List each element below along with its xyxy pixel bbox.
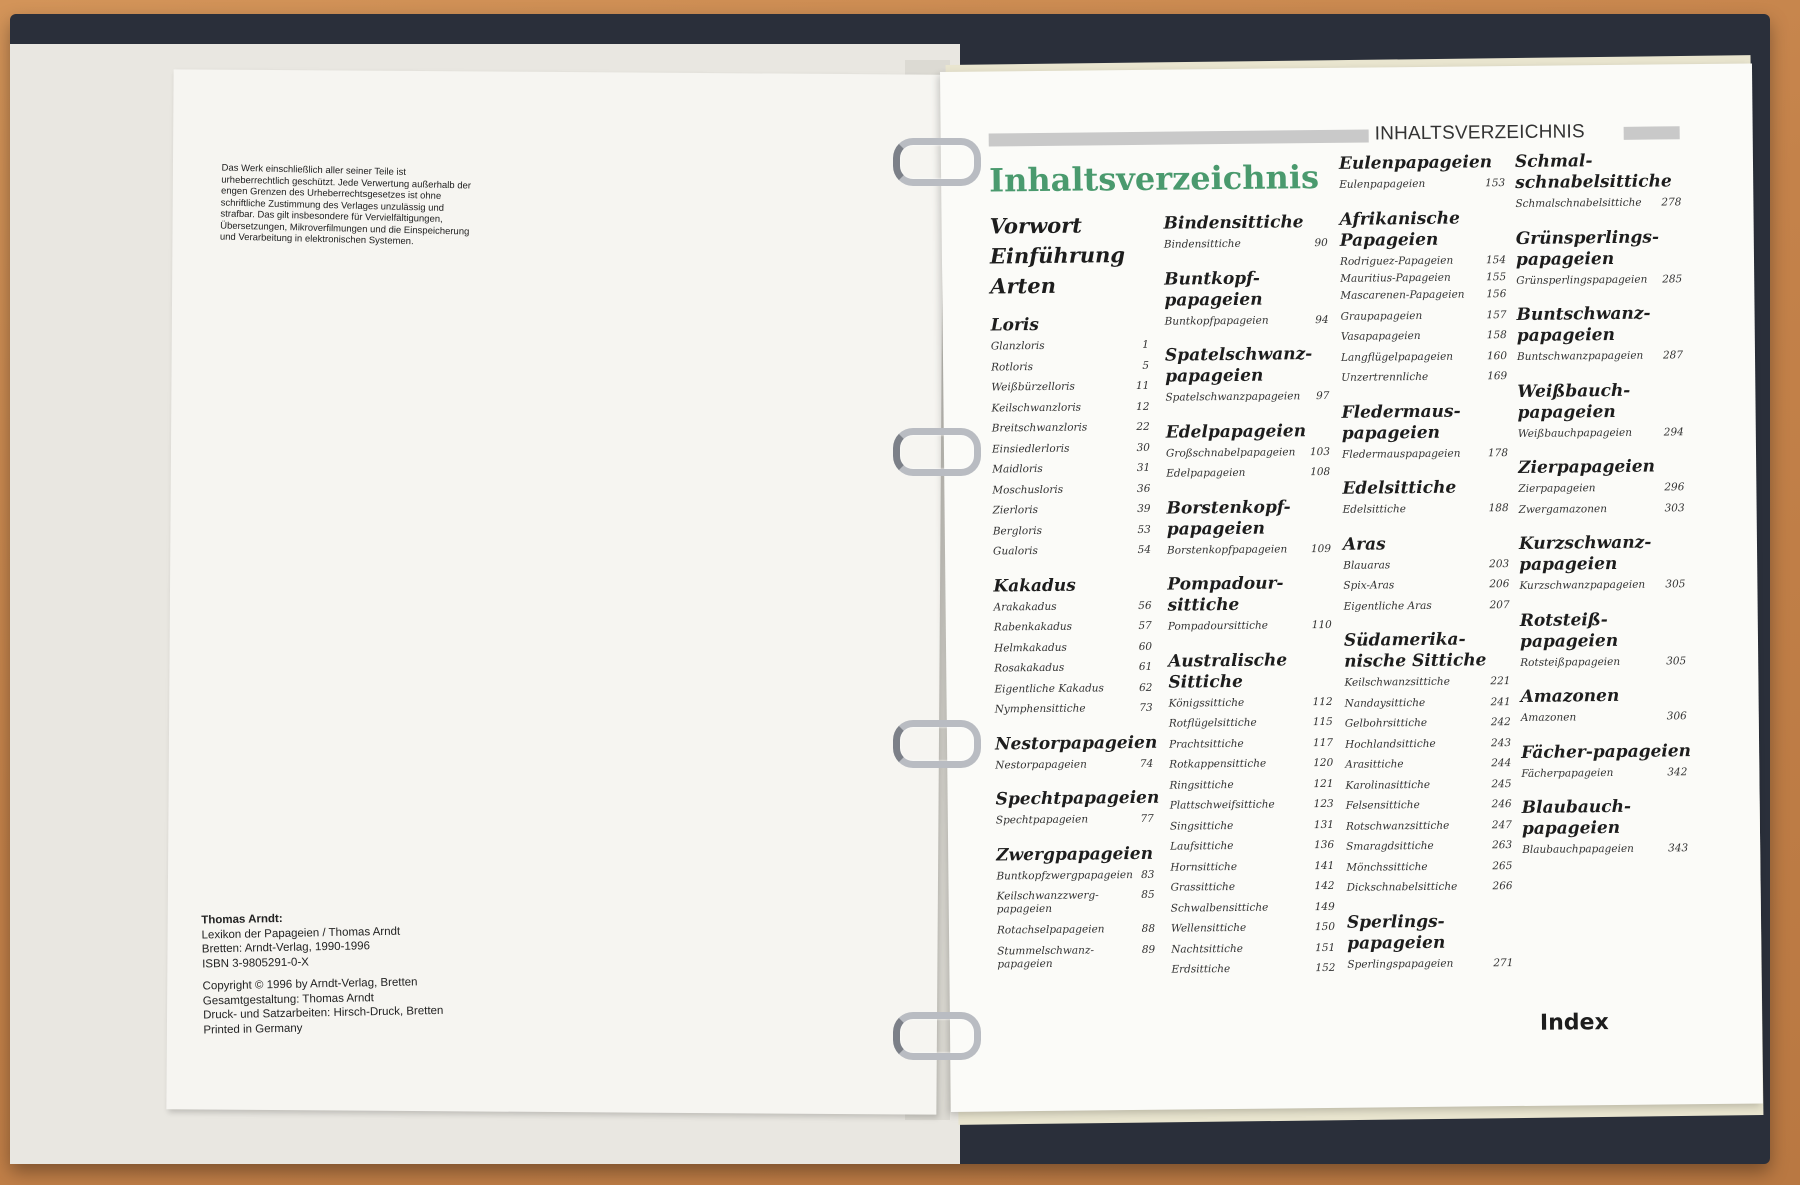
toc-entry <box>1171 896 1339 918</box>
toc-entry <box>1346 856 1516 878</box>
toc-entry-title: Grünsperlingspapageien <box>1516 273 1648 287</box>
toc-entry-title: Rabenkakadus <box>993 620 1073 634</box>
toc-entry-page: 294 <box>1663 425 1684 438</box>
toc-entry-title: Vasapapageien <box>1340 329 1421 343</box>
toc-entry-title: Eigentliche Kakadus <box>994 681 1104 695</box>
toc-entry-title: Borstenkopfpapageien <box>1166 542 1288 557</box>
toc-entry <box>1168 615 1336 637</box>
toc-entry-page: 246 <box>1491 798 1512 811</box>
toc-section-heading: Borstenkopf-papageien <box>1166 496 1291 540</box>
toc-section-heading: Loris <box>990 314 1040 336</box>
toc-entry <box>992 499 1154 521</box>
toc-entry <box>992 437 1154 459</box>
imprint-publisher: Bretten: Arndt-Verlag, 1990-1996 <box>201 940 371 956</box>
toc-entry-title: Sperlingspapageien <box>1347 957 1454 971</box>
toc-entry-title: Breitschwanzloris <box>991 421 1088 435</box>
toc-entry-title: Rotkappensittiche <box>1169 757 1267 771</box>
toc-entry-page: 123 <box>1313 797 1334 811</box>
toc-entry <box>1344 595 1514 617</box>
toc-entry <box>1341 366 1511 388</box>
toc-entry-page: 73 <box>1139 701 1153 714</box>
left-page <box>166 69 943 1114</box>
toc-section-heading: Fledermaus-papageien <box>1341 401 1461 444</box>
toc-entry-title: Buntkopfzwergpapageien <box>996 868 1133 882</box>
toc-entry-page: 152 <box>1315 961 1336 975</box>
toc-entry <box>1169 753 1337 775</box>
toc-entry-page: 1 <box>1142 338 1149 351</box>
toc-entry-title: Fächerpapageien <box>1521 766 1614 780</box>
toc-entry-title: Rotloris <box>991 360 1034 373</box>
toc-entry-page: 120 <box>1313 756 1334 770</box>
imprint-design: Gesamtgestaltung: Thomas Arndt <box>202 991 375 1007</box>
toc-entry <box>1347 953 1517 975</box>
toc-entry-title: Edelsittiche <box>1342 503 1407 516</box>
toc-section-heading: Afrikanische Papageien <box>1339 208 1460 251</box>
toc-entry <box>1166 441 1334 463</box>
toc-entry-title: Rotflügelsittiche <box>1168 716 1257 730</box>
toc-entry <box>1170 814 1338 836</box>
toc-entry-title: Schmalschnabelsittiche <box>1515 196 1642 210</box>
toc-entry-page: 285 <box>1662 272 1683 285</box>
toc-entry-page: 112 <box>1312 695 1333 708</box>
toc-entry-title: Rotsteißpapageien <box>1520 655 1621 669</box>
toc-entry-page: 306 <box>1666 710 1687 723</box>
toc-entry-title: Nestorpapageien <box>995 758 1087 771</box>
toc-entry <box>1344 671 1514 693</box>
toc-entry-page: 178 <box>1487 446 1509 459</box>
toc-entry-title: Nachtsittiche <box>1171 942 1243 956</box>
toc-entry-page: 115 <box>1312 715 1333 729</box>
toc-entry-page: 243 <box>1490 736 1512 749</box>
toc-entry <box>996 809 1158 831</box>
toc-entry-title: Dickschnabelsittiche <box>1346 880 1458 894</box>
toc-entry-page: 30 <box>1136 441 1151 454</box>
toc-entry-title: Gelbohrsittiche <box>1344 716 1428 730</box>
toc-entry-title: Blauaras <box>1343 558 1391 572</box>
toc-section-heading: Zwergpapageien <box>996 843 1154 865</box>
toc-entry-page: 90 <box>1314 236 1328 250</box>
toc-entry <box>1520 651 1690 673</box>
toc-entry <box>1166 462 1334 484</box>
toc-entry-title: Nandaysittiche <box>1344 696 1426 710</box>
toc-column-2 <box>1163 198 1339 980</box>
imprint-copyright: Copyright © 1996 by Arndt-Verlag, Bretten <box>202 976 418 993</box>
toc-entry-title: Stummelschwanz-papageien <box>997 943 1095 970</box>
toc-entry <box>1519 498 1689 520</box>
toc-entry-title: Laufsittiche <box>1170 839 1234 853</box>
toc-entry-title: Buntschwanzpapageien <box>1516 349 1644 363</box>
toc-entry-page: 156 <box>1486 287 1507 300</box>
toc-entry-title: Einsiedlerloris <box>991 442 1070 455</box>
toc-entry <box>1517 345 1687 367</box>
toc-entry <box>1516 269 1686 291</box>
toc-section-heading: Blaubauch-papageien <box>1521 796 1632 839</box>
toc-section-heading: Sperlings-papageien <box>1346 911 1446 954</box>
toc-entry-title: Buntkopfpapageien <box>1164 314 1269 328</box>
toc-section-heading: Buntkopf-papageien <box>1164 268 1263 311</box>
toc-section-heading: Südamerika-nische Sittiche <box>1343 629 1487 672</box>
toc-section-heading: Kakadus <box>993 575 1076 596</box>
toc-entry-title: Rodriguez-Papageien <box>1339 254 1454 268</box>
toc-entry <box>994 595 1156 617</box>
toc-entry <box>1171 958 1339 980</box>
toc-entry-page: 305 <box>1665 578 1686 591</box>
toc-entry <box>1519 574 1689 596</box>
toc-entry-page: 278 <box>1661 196 1682 209</box>
toc-entry <box>1518 422 1688 444</box>
toc-entry-title: Erdsittiche <box>1171 963 1231 976</box>
toc-entry-title: Glanzloris <box>990 339 1045 353</box>
toc-entry-page: 89 <box>1141 943 1156 956</box>
toc-entry <box>1345 753 1515 775</box>
toc-section-heading: Buntschwanz-papageien <box>1516 303 1651 346</box>
toc-entry <box>1515 192 1685 214</box>
toc-entry-title: Spix-Aras <box>1343 579 1395 592</box>
toc-entry-title: Maidloris <box>992 462 1043 476</box>
toc-entry-title: Kurzschwanzpapageien <box>1519 578 1646 592</box>
toc-entry <box>991 335 1153 357</box>
toc-entry-page: 149 <box>1314 900 1335 913</box>
toc-entry-page: 103 <box>1309 445 1331 458</box>
toc-entry-title: Unzertrennliche <box>1341 370 1429 384</box>
toc-entry <box>996 864 1158 886</box>
toc-entry <box>997 919 1159 941</box>
toc-entry-title: Langflügelpapageien <box>1340 350 1454 364</box>
toc-section-heading: Spechtpapageien <box>995 787 1160 810</box>
toc-section-heading: Weißbauch-papageien <box>1517 380 1631 423</box>
toc-section-heading: Aras <box>1342 533 1386 555</box>
toc-entry-title: Weißbauchpapageien <box>1517 426 1633 440</box>
toc-entry-page: 39 <box>1137 502 1151 515</box>
toc-entry-page: 158 <box>1486 329 1507 342</box>
toc-entry-title: Rosakakadus <box>994 661 1065 675</box>
toc-entry-title: Ringsittiche <box>1169 778 1234 792</box>
toc-entry-page: 154 <box>1485 253 1507 266</box>
toc-section-heading: Rotsteiß-papageien <box>1519 609 1619 652</box>
toc-section-heading: Fächer-papageien <box>1521 740 1692 763</box>
toc-entry-page: 287 <box>1662 349 1684 362</box>
toc-entry-page: 5 <box>1142 359 1150 372</box>
toc-entry-page: 141 <box>1314 859 1335 872</box>
toc-entry-title: Hornsittiche <box>1170 860 1238 874</box>
toc-section-heading: Australische Sittiche <box>1168 649 1288 693</box>
binder-ring <box>893 138 981 186</box>
toc-entry <box>1169 712 1337 734</box>
toc-entry-page: 151 <box>1315 941 1336 954</box>
toc-entry <box>1345 712 1515 734</box>
toc-entry <box>997 943 1159 971</box>
toc-entry <box>1339 173 1509 195</box>
toc-entry-page: 61 <box>1138 660 1153 673</box>
toc-entry-page: 247 <box>1491 818 1512 831</box>
toc-section-heading: Zierpapageien <box>1518 456 1656 478</box>
binder-ring <box>893 1012 981 1060</box>
toc-entry <box>1346 815 1516 837</box>
toc-entry <box>1169 773 1337 795</box>
toc-entry-title: Nymphensittiche <box>994 702 1086 716</box>
toc-entry <box>1346 835 1516 857</box>
toc-entry-title: Eigentliche Aras <box>1343 599 1432 613</box>
toc-entry <box>1346 876 1516 898</box>
toc-entry-page: 74 <box>1139 757 1154 770</box>
toc-entry <box>1340 271 1510 286</box>
toc-entry-page: 203 <box>1489 557 1510 570</box>
toc-entry-title: Keilschwanzsittiche <box>1344 675 1450 689</box>
toc-entry-page: 342 <box>1667 765 1688 778</box>
toc-entry-page: 153 <box>1485 177 1506 190</box>
toc-entry <box>1165 309 1333 331</box>
toc-entry <box>1167 538 1335 560</box>
toc-entry <box>1170 855 1338 877</box>
toc-entry-title: Keilschwanzzwerg-papageien <box>996 889 1099 916</box>
toc-entry <box>991 396 1153 418</box>
toc-section-heading: Kurzschwanz-papageien <box>1518 532 1652 575</box>
toc-entry-title: Arakakadus <box>993 600 1057 613</box>
imprint-print: Druck- und Satzarbeiten: Hirsch-Druck, Bretten <box>203 1004 444 1022</box>
toc-entry <box>1171 937 1339 959</box>
toc-entry-title: Bergloris <box>992 524 1042 537</box>
toc-entry-page: 296 <box>1664 481 1685 494</box>
toc-entry <box>1343 554 1513 576</box>
toc-entry-title: Prachtsittiche <box>1168 737 1244 751</box>
toc-entry-title: Singsittiche <box>1169 819 1234 833</box>
toc-entry-page: 169 <box>1487 370 1508 383</box>
toc-entry-page: 83 <box>1140 868 1155 881</box>
toc-entry-title: Karolinasittiche <box>1345 778 1431 792</box>
toc-section-heading: Schmal-schnabelsittiche <box>1514 151 1672 193</box>
toc-entry <box>994 616 1156 638</box>
imprint-isbn: ISBN 3-9805291-0-X <box>202 955 310 970</box>
toc-page <box>940 63 1763 1111</box>
toc-entry <box>1345 774 1515 796</box>
toc-column-1 <box>989 210 1159 975</box>
toc-entry-page: 88 <box>1141 922 1156 935</box>
imprint-author: Thomas Arndt: <box>201 912 283 927</box>
toc-entry <box>995 753 1157 775</box>
toc-section-heading: Einführung <box>989 242 1126 269</box>
toc-entry-title: Rotschwanzsittiche <box>1345 819 1450 833</box>
toc-entry <box>1164 233 1332 255</box>
toc-entry-title: Felsensittiche <box>1345 799 1420 812</box>
toc-entry-page: 266 <box>1492 880 1513 893</box>
toc-entry-title: Fledermauspapageien <box>1341 447 1461 461</box>
toc-entry-title: Großschnabelpapageien <box>1165 445 1296 460</box>
binder-ring <box>893 720 981 768</box>
toc-entry-title: Mascarenen-Papageien <box>1340 288 1465 302</box>
toc-entry-title: Smaragdsittiche <box>1346 839 1434 853</box>
toc-entry-page: 94 <box>1315 313 1329 326</box>
toc-entry-title: Rotachselpapageien <box>996 923 1105 937</box>
toc-entry-page: 56 <box>1138 599 1152 612</box>
toc-entry-page: 150 <box>1314 920 1336 934</box>
toc-entry-title: Spatelschwanzpapageien <box>1165 390 1301 404</box>
toc-entry-page: 57 <box>1138 619 1152 632</box>
toc-entry <box>993 540 1155 562</box>
toc-entry <box>994 657 1156 679</box>
toc-entry <box>1170 876 1338 898</box>
toc-entry-page: 207 <box>1489 598 1510 611</box>
toc-entry <box>1345 733 1515 755</box>
toc-entry <box>1346 794 1516 816</box>
toc-section-heading: Amazonen <box>1520 685 1620 707</box>
toc-entry-title: Zierpapageien <box>1518 482 1596 495</box>
toc-section-heading: Pompadour-sittiche <box>1167 573 1284 616</box>
toc-entry-page: 160 <box>1486 349 1508 362</box>
toc-entry-page: 60 <box>1138 640 1153 653</box>
toc-entry-page: 221 <box>1490 675 1511 688</box>
toc-section-heading: Nestorpapageien <box>994 732 1158 754</box>
toc-entry-page: 245 <box>1491 777 1512 790</box>
imprint <box>201 908 503 1038</box>
toc-entry-title: Edelpapageien <box>1166 466 1246 480</box>
toc-entry-title: Arasittiche <box>1345 758 1404 771</box>
toc-entry-page: 121 <box>1313 777 1334 790</box>
toc-entry <box>1521 762 1691 784</box>
toc-entry-page: 54 <box>1137 543 1152 556</box>
toc-entry-title: Amazonen <box>1520 711 1577 724</box>
toc-entry-title: Mauritius-Papageien <box>1340 271 1451 285</box>
imprint-printed: Printed in Germany <box>203 1022 303 1036</box>
toc-entry-title: Eulenpapageien <box>1339 177 1426 191</box>
toc-entry-page: 343 <box>1668 842 1689 855</box>
toc-section-heading: Vorwort <box>989 212 1083 239</box>
toc-entry <box>992 478 1154 500</box>
toc-entry-page: 244 <box>1491 757 1512 770</box>
toc-entry-page: 265 <box>1492 859 1513 872</box>
toc-entry-title: Weißbürzelloris <box>991 380 1075 394</box>
toc-entry <box>1522 838 1692 860</box>
toc-entry-title: Helmkakadus <box>993 641 1067 654</box>
toc-section-heading: Bindensittiche <box>1163 212 1304 234</box>
toc-entry-page: 136 <box>1314 838 1335 852</box>
toc-entry-page: 155 <box>1486 270 1507 283</box>
toc-entry-page: 62 <box>1139 681 1153 694</box>
toc-entry <box>993 519 1155 541</box>
toc-entry-page: 241 <box>1490 695 1511 708</box>
toc-entry <box>994 677 1156 699</box>
toc-entry-title: Königssittiche <box>1168 696 1245 710</box>
toc-entry-title: Plattschweifsittiche <box>1169 798 1275 812</box>
toc-entry <box>1165 386 1333 408</box>
toc-entry <box>1518 477 1688 499</box>
toc-entry-page: 22 <box>1136 420 1150 433</box>
toc-entry <box>992 417 1154 439</box>
toc-entry-page: 303 <box>1664 501 1685 514</box>
toc-entry-page: 77 <box>1140 812 1154 825</box>
toc-section-heading: Grünsperlings-papageien <box>1515 226 1660 270</box>
toc-entry-page: 53 <box>1137 523 1151 536</box>
toc-entry <box>1170 794 1338 816</box>
toc-entry-page: 157 <box>1486 308 1507 321</box>
toc-entry <box>1170 835 1338 857</box>
toc-entry <box>994 636 1156 658</box>
toc-entry <box>997 889 1159 917</box>
toc-entry-page: 206 <box>1489 578 1510 591</box>
toc-title: Inhaltsverzeichnis <box>988 158 1320 200</box>
toc-entry-page: 109 <box>1310 542 1332 555</box>
toc-entry <box>1340 288 1510 303</box>
toc-entry-title: Schwalbensittiche <box>1170 901 1269 915</box>
toc-entry-page: 108 <box>1310 465 1331 479</box>
binder-ring <box>893 428 981 476</box>
toc-entry-title: Blaubauchpapageien <box>1522 842 1634 856</box>
toc-section-heading: Edelsittiche <box>1342 477 1457 499</box>
toc-entry-title: Bindensittiche <box>1163 237 1241 251</box>
toc-entry-page: 12 <box>1136 400 1150 413</box>
toc-entry <box>1342 443 1512 465</box>
toc-section-heading: Arten <box>990 272 1057 299</box>
toc-entry <box>1345 692 1515 714</box>
toc-entry <box>1341 325 1511 347</box>
toc-entry-page: 188 <box>1488 502 1509 515</box>
toc-section-heading: Edelpapageien <box>1165 420 1307 443</box>
toc-section-heading: Eulenpapageien <box>1338 152 1493 174</box>
imprint-title: Lexikon der Papageien / Thomas Arndt <box>201 925 401 941</box>
toc-entry-page: 305 <box>1666 654 1687 667</box>
toc-entry-page: 97 <box>1315 389 1330 403</box>
toc-entry-page: 242 <box>1490 716 1511 729</box>
toc-entry-title: Wellensittiche <box>1170 921 1247 935</box>
toc-entry-page: 271 <box>1493 956 1514 969</box>
toc-column-4 <box>1515 136 1693 860</box>
toc-entry <box>991 355 1153 377</box>
toc-entry-page: 110 <box>1311 618 1332 632</box>
toc-entry-page: 117 <box>1312 736 1334 749</box>
index-label: Index <box>1539 1010 1609 1036</box>
toc-entry <box>1341 346 1511 368</box>
copyright-notice: Das Werk einschließlich aller seiner Teile ist urheberrechtlich geschützt. Jede Verwertung außerhalb der engen Grenzen des Urheberrechtsgesetzes ist ohne schriftliche Zustimmung des Verlages unzulässig und strafbar. Das gilt insbesondere für Vervielfältigungen, Übersetzungen, Mikroverfilmungen und die Einspeicherung und Verarbeitung in elektronischen Systemen. <box>219 162 472 248</box>
toc-entry <box>992 458 1154 480</box>
header-label: INHALTSVERZEICHNIS <box>1374 121 1585 145</box>
toc-entry-page: 31 <box>1136 461 1151 474</box>
toc-column-3 <box>1339 138 1518 975</box>
toc-entry <box>1343 498 1513 520</box>
toc-entry-title: Grassittiche <box>1170 880 1236 894</box>
toc-entry-page: 142 <box>1314 879 1335 893</box>
toc-entry-page: 11 <box>1135 379 1150 392</box>
toc-entry <box>1340 305 1510 327</box>
toc-entry-title: Zwergamazonen <box>1518 502 1607 516</box>
toc-entry-title: Graupapageien <box>1340 309 1423 323</box>
toc-entry <box>1340 254 1510 269</box>
toc-entry <box>995 698 1157 720</box>
toc-entry <box>1169 732 1337 754</box>
toc-entry-title: Pompadoursittiche <box>1167 619 1269 633</box>
toc-entry-title: Moschusloris <box>992 483 1064 496</box>
toc-entry-title: Mönchssittiche <box>1346 860 1428 874</box>
toc-entry-title: Keilschwanzloris <box>991 401 1082 414</box>
toc-entry <box>1521 706 1691 728</box>
toc-entry-page: 263 <box>1492 839 1513 852</box>
toc-section-heading: Spatelschwanz-papageien <box>1164 344 1313 387</box>
toc-entry <box>1343 574 1513 596</box>
toc-entry-page: 36 <box>1136 482 1151 495</box>
toc-entry <box>991 376 1153 398</box>
toc-entry <box>1169 691 1337 713</box>
toc-entry-title: Gualoris <box>992 545 1038 558</box>
toc-entry-page: 131 <box>1313 818 1334 831</box>
toc-entry <box>1171 917 1339 939</box>
toc-entry-title: Zierloris <box>992 503 1038 517</box>
toc-entry-title: Hochlandsittiche <box>1344 737 1436 751</box>
toc-entry-title: Spechtpapageien <box>995 813 1089 827</box>
toc-entry-page: 85 <box>1141 888 1155 901</box>
